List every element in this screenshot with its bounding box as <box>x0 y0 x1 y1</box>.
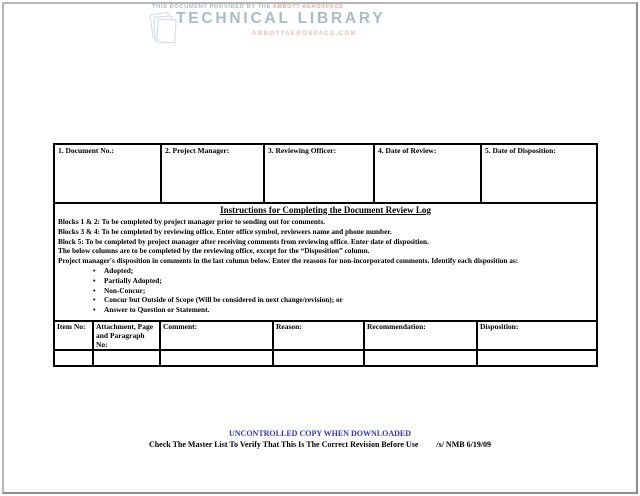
signature: /s/ NMB 6/19/09 <box>436 440 492 449</box>
block-document-no <box>55 145 162 202</box>
block-date-of-review-label: 4. Date of Review: <box>378 146 437 155</box>
comment-table-empty-row <box>55 351 596 365</box>
master-list-notice-line <box>0 439 640 450</box>
bullet-item <box>93 286 593 296</box>
uncontrolled-copy-notice: UNCONTROLLED COPY WHEN DOWNLOADED <box>228 429 411 438</box>
instruction-line: Blocks 1 & 2: To be completed by project manager prior to sending out for comments. <box>58 217 326 226</box>
bullet-label: Non-Concur; <box>104 285 146 295</box>
stacked-documents-icon <box>149 12 177 44</box>
column-reason: Reason: <box>274 322 365 349</box>
footer <box>0 428 640 450</box>
bullet-item <box>93 295 593 305</box>
empty-cell <box>94 351 161 365</box>
watermark-brand: ABBOTT AEROSPACE <box>272 4 344 10</box>
document-review-log-table <box>53 143 598 367</box>
column-attachment-page-paragraph: Attachment, Page and Paragraph No: <box>94 322 161 349</box>
bullet-icon: • <box>93 295 96 305</box>
header-blocks-row <box>55 145 596 204</box>
watermark-website: ABBOTTAEROSPACE.COM <box>252 30 357 37</box>
block-reviewing-officer <box>265 145 375 202</box>
bullet-icon: • <box>93 305 96 315</box>
bullet-item <box>93 305 593 315</box>
block-date-of-disposition-label: 5. Date of Disposition: <box>485 146 556 155</box>
comment-table-header-row <box>55 322 596 351</box>
block-document-no-label: 1. Document No.: <box>58 146 114 155</box>
bullet-label: Partially Adopted; <box>104 275 162 285</box>
instructions-section <box>55 204 596 322</box>
empty-cell <box>478 351 596 365</box>
instruction-line: Block 5: To be completed by project manager after receiving comments from reviewing office. Enter date of disposition. <box>58 236 429 246</box>
bullet-icon: • <box>93 265 96 275</box>
bullet-icon: • <box>93 285 96 295</box>
instruction-line: The below columns are to be completed by the reviewing office, except for the “Disposition” column. <box>58 246 370 256</box>
watermark <box>0 0 640 50</box>
block-date-of-review <box>375 145 482 202</box>
bullet-item <box>93 266 593 276</box>
column-comment: Comment: <box>161 322 274 349</box>
instructions-title: Instructions for Completing the Document Review Log <box>220 205 431 215</box>
block-project-manager <box>162 145 265 202</box>
block-project-manager-label: 2. Project Manager: <box>165 146 230 155</box>
empty-cell <box>274 351 365 365</box>
column-item-no: Item No: <box>55 322 94 349</box>
bullet-item <box>93 276 593 286</box>
disposition-bullet-list <box>58 266 593 315</box>
bullet-icon: • <box>93 275 96 285</box>
empty-cell <box>55 351 94 365</box>
master-list-notice: Check The Master List To Verify That This Is The Correct Revision Before Use <box>148 440 419 449</box>
empty-cell <box>161 351 274 365</box>
empty-cell <box>365 351 478 365</box>
instruction-line: Project manager's disposition in comments in the last column below. Enter the reasons for non-incorporated comments. Identify each disposition as: <box>58 256 519 266</box>
column-disposition: Disposition: <box>480 322 519 331</box>
watermark-tagline-prefix: THIS DOCUMENT PROVIDED BY THE <box>152 4 271 10</box>
instruction-line: Blocks 3 & 4: To be completed by reviewing office. Enter office symbol, reviewers name and phone number. <box>58 226 392 236</box>
watermark-title: TECHNICAL LIBRARY <box>176 10 386 27</box>
block-reviewing-officer-label: 3. Reviewing Officer: <box>268 146 337 155</box>
block-date-of-disposition <box>482 145 596 202</box>
column-recommendation: Recommendation: <box>365 322 478 349</box>
bullet-label: Adopted; <box>104 265 134 275</box>
bullet-label: Concur but Outside of Scope (Will be considered in next change/revision); or <box>104 295 343 305</box>
bullet-label: Answer to Question or Statement. <box>104 305 210 315</box>
